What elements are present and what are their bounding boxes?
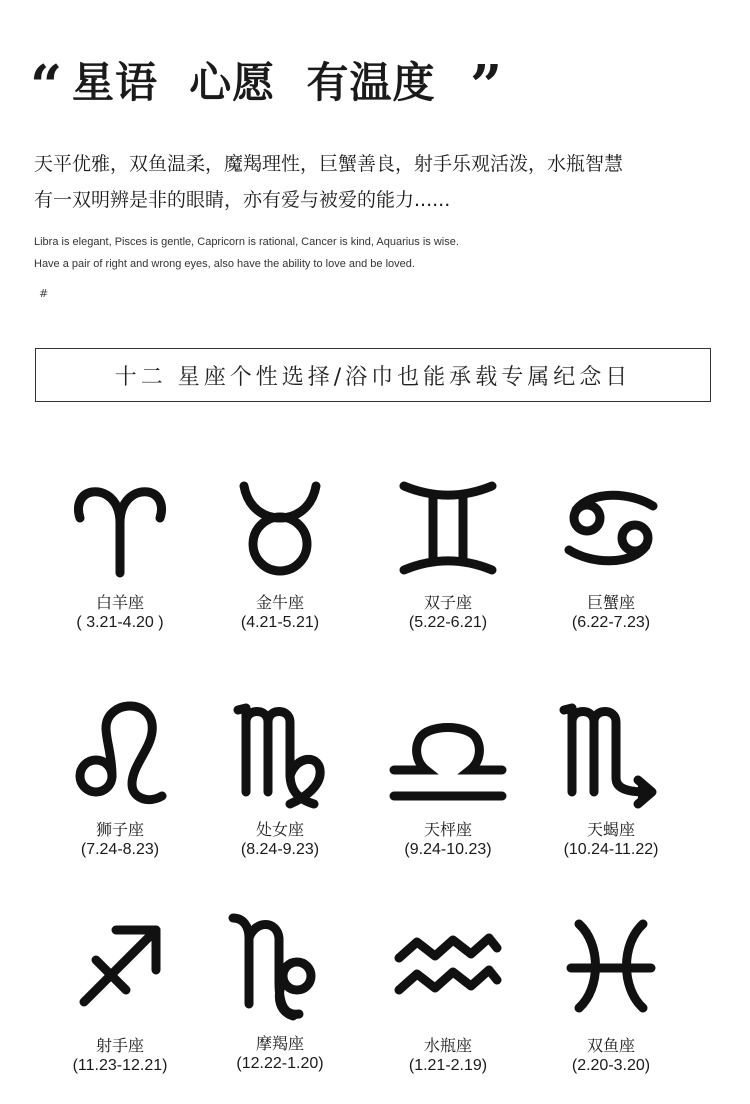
sign-date: (12.22-1.20) [236,1055,324,1072]
sign-cancer [531,478,691,633]
sign-name: 水瓶座 [423,1036,472,1055]
sign-name: 射手座 [95,1036,144,1055]
leo-icon [70,700,170,810]
sign-date: (6.22-7.23) [571,614,651,631]
sign-virgo [200,700,360,860]
virgo-icon [230,700,330,810]
sign-date: (4.21-5.21) [240,614,320,631]
sign-date: (9.24-10.23) [404,841,492,858]
scorpio-icon [556,700,666,810]
sign-name: 双鱼座 [586,1036,635,1055]
taurus-icon [230,478,330,578]
aquarius-icon [393,918,503,1014]
sagittarius-icon [70,918,170,1014]
sign-name: 巨蟹座 [586,593,635,612]
cancer-icon [561,478,661,578]
banner-text: 十二 星座个性选择/浴巾也能承载专属纪念日 [114,364,632,390]
hash-mark: # [39,287,49,300]
sign-gemini [368,478,528,633]
libra-icon [388,700,508,810]
sign-name: 白羊座 [95,593,144,612]
sign-pisces [531,918,691,1076]
sign-date: (7.24-8.23) [80,841,160,858]
sign-date: (5.22-6.21) [408,614,488,631]
sign-scorpio [531,700,691,860]
intro-cn-line-2: 有一双明辨是非的眼睛，亦有爱与被爱的能力...... [34,189,451,211]
sign-libra [368,700,528,860]
open-quote: “ [30,53,63,119]
page-title: 星语 心愿 有温度 [72,58,436,107]
sign-capricorn [200,912,360,1074]
sign-name: 金牛座 [255,593,304,612]
sign-date: ( 3.21-4.20 ) [76,614,164,631]
gemini-icon [398,478,498,578]
intro-en-line-2: Have a pair of right and wrong eyes, also have the ability to love and be loved. [34,258,415,270]
sign-date: (10.24-11.22) [563,841,659,858]
sign-leo [40,700,200,860]
sign-date: (1.21-2.19) [408,1057,488,1074]
sign-name: 双子座 [423,593,472,612]
section-banner [35,348,711,402]
aries-icon [70,478,170,578]
intro-cn-line-1: 天平优雅，双鱼温柔，魔羯理性，巨蟹善良，射手乐观活泼，水瓶智慧 [34,153,624,175]
sign-aries [40,478,200,633]
sign-date: (8.24-9.23) [240,841,320,858]
capricorn-icon [225,912,335,1022]
sign-date: (11.23-12.21) [72,1057,168,1074]
pisces-icon [561,918,661,1014]
sign-name: 天蝎座 [586,820,635,839]
sign-name: 天枰座 [423,820,472,839]
sign-name: 狮子座 [95,820,144,839]
sign-taurus [200,478,360,633]
close-quote: ” [470,53,503,119]
sign-aquarius [368,918,528,1076]
sign-name: 处女座 [255,820,304,839]
sign-date: (2.20-3.20) [571,1057,651,1074]
sign-sagittarius [40,918,200,1076]
intro-en-line-1: Libra is elegant, Pisces is gentle, Capricorn is rational, Cancer is kind, Aquarius is wise. [34,236,459,248]
sign-name: 摩羯座 [255,1034,304,1053]
